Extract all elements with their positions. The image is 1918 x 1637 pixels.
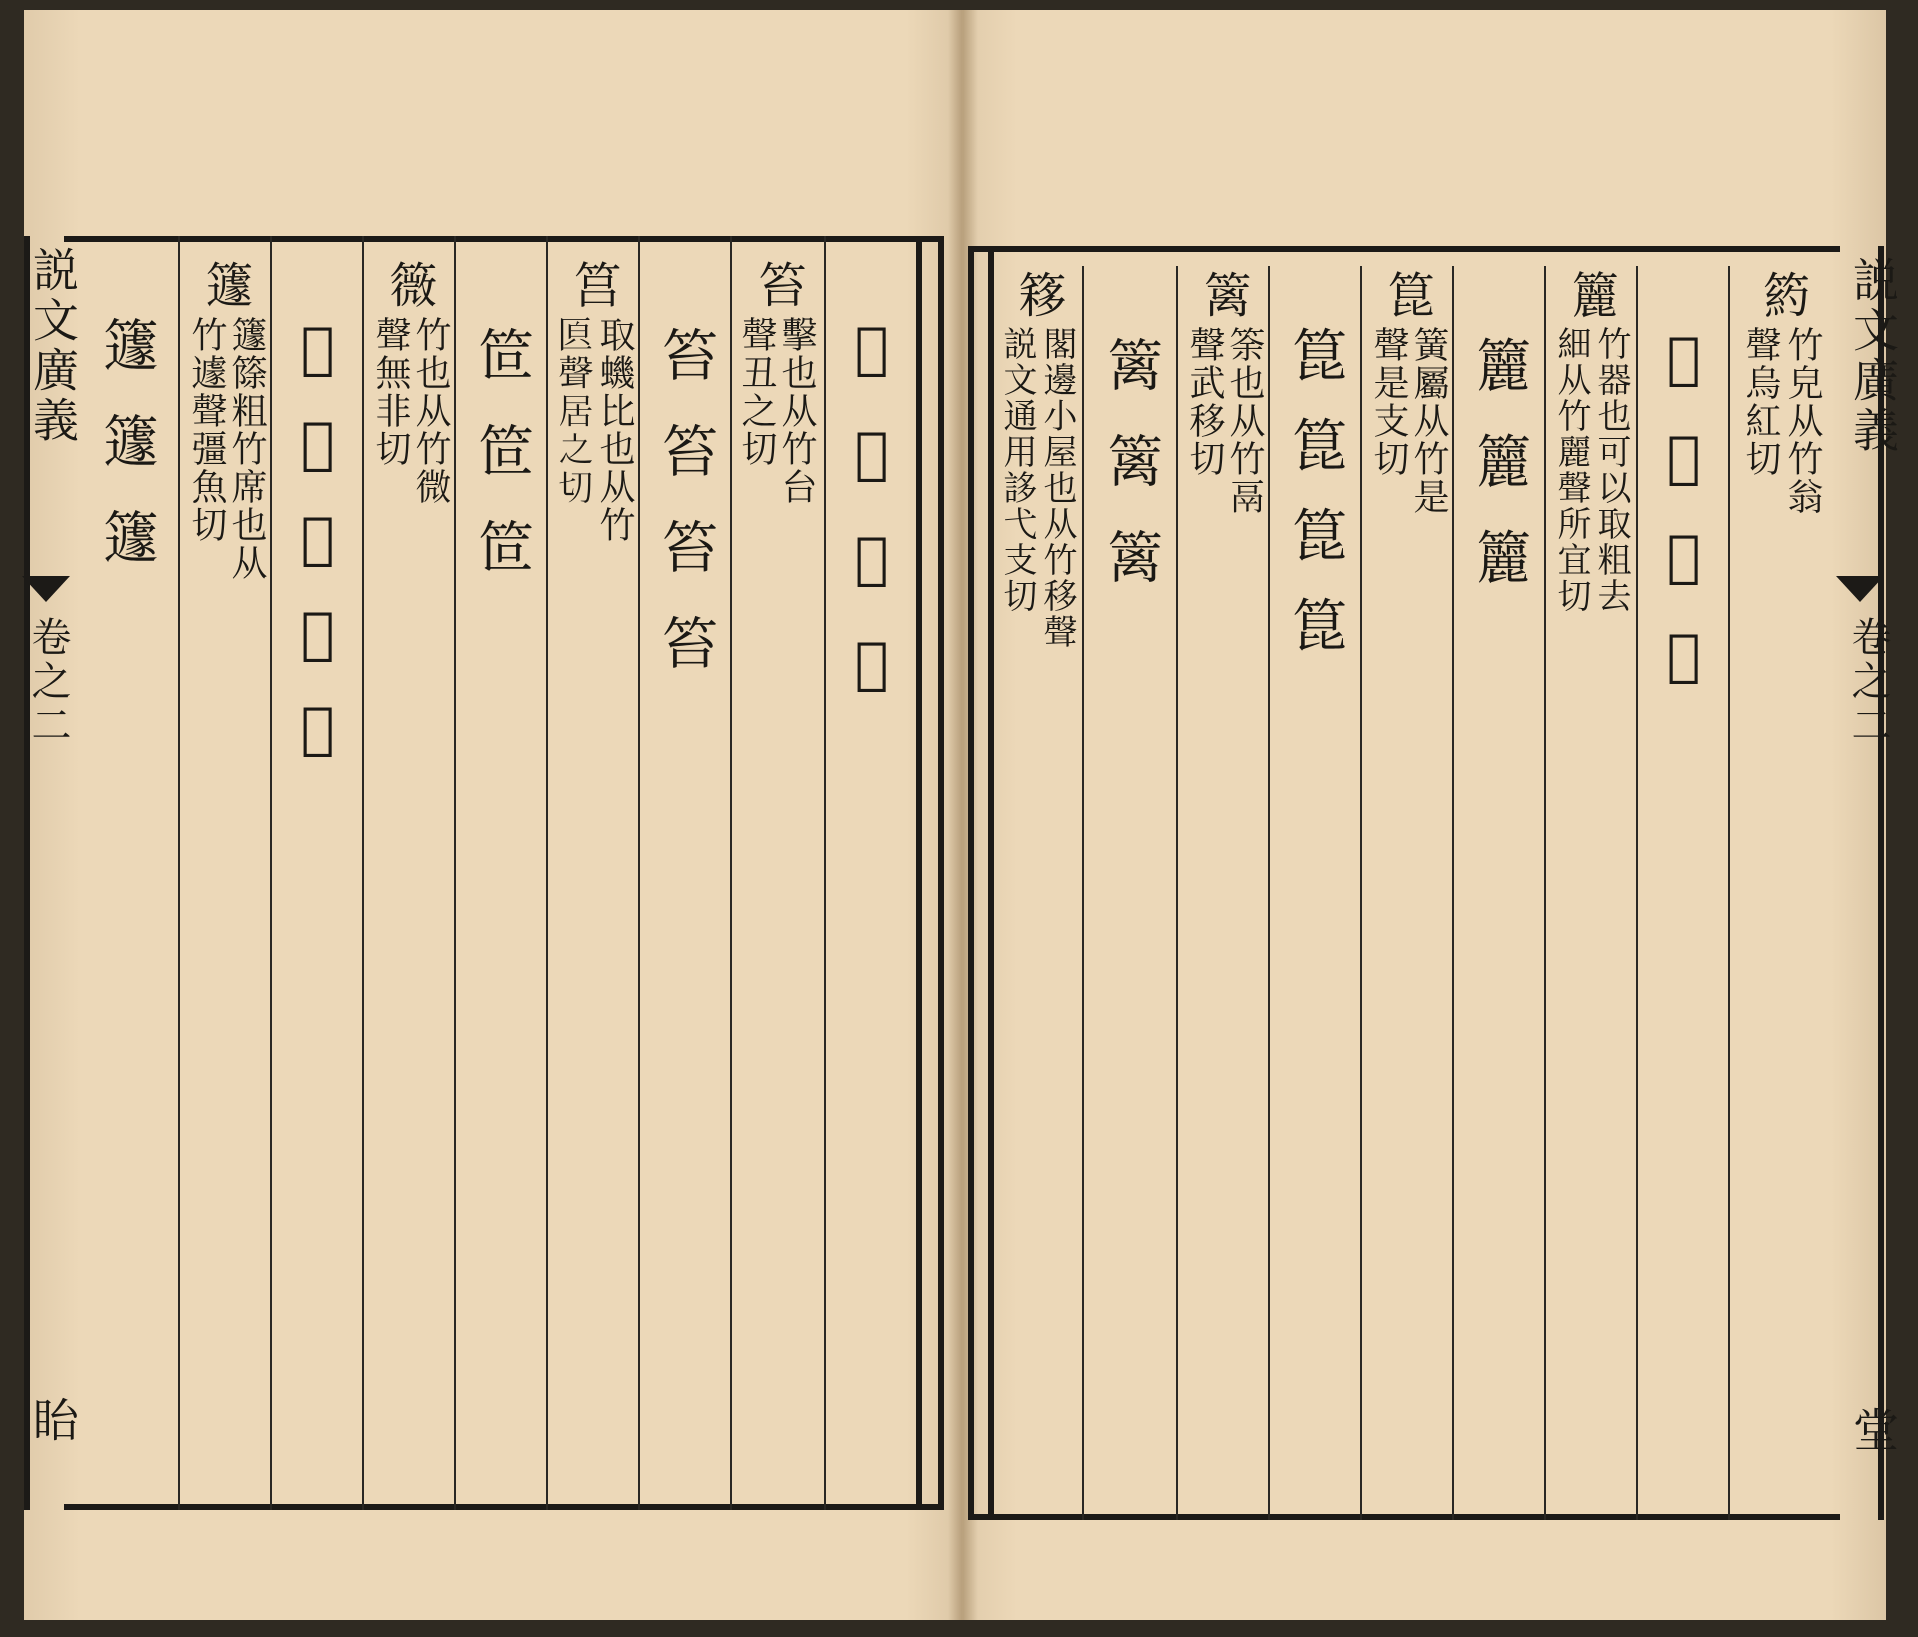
entry-head: 籭 (1563, 270, 1619, 320)
banxin-page: 堂 (1846, 1406, 1900, 1456)
entry-gloss: 𠥁聲居之切 (554, 316, 595, 506)
right-col-3 (1546, 246, 1636, 1520)
seal-variants: 𥳂𥳂𥳂𥳂 (1651, 326, 1716, 722)
banxin-page: 眙 (26, 1396, 80, 1446)
entry-gloss: 聲武移切 (1184, 326, 1225, 478)
right-frame (968, 246, 1840, 1520)
fishtail-mark (22, 576, 70, 602)
entry-head: 筥 (565, 260, 621, 310)
seal-variants: 笞笞笞笞 (653, 326, 718, 710)
right-col-1 (1730, 246, 1834, 1520)
entry-gloss: 籧篨粗竹席也从 (226, 316, 267, 582)
left-col-6 (364, 236, 454, 1510)
fishtail-mark (1836, 576, 1884, 602)
seal-variants: 箟箟箟箟 (1283, 326, 1348, 686)
entry-gloss: 竹器也可以取粗去 (1591, 326, 1631, 614)
right-col-2 (1638, 246, 1728, 1520)
entry-head: 篱 (1195, 270, 1251, 320)
entry-head: 笞 (750, 260, 806, 310)
right-col-8 (1084, 246, 1176, 1520)
banxin-title: 説文廣義 (26, 246, 80, 446)
entry-gloss: 細从竹麗聲所宜切 (1551, 326, 1591, 614)
entry-head: 簃 (1010, 270, 1066, 320)
right-col-9 (994, 246, 1082, 1520)
seal-variants: 籭籭籭 (1467, 336, 1532, 624)
entry-head: 箹 (1754, 270, 1810, 320)
left-col-2 (732, 236, 824, 1510)
entry-gloss: 竹皃从竹翁 (1782, 326, 1823, 516)
entry-head: 䉠 (381, 260, 437, 310)
entry-gloss: 聲丑之切 (736, 316, 777, 468)
seal-variants: 籧籧籧 (94, 316, 159, 604)
entry-gloss: 説文通用誃弋支切 (997, 326, 1037, 614)
entry-gloss: 聲烏紅切 (1740, 326, 1781, 478)
entry-gloss: 筡也从竹鬲 (1224, 326, 1265, 516)
left-col-8 (180, 236, 270, 1510)
banxin-volume: 卷之二 (25, 616, 71, 748)
entry-gloss: 簧屬从竹是 (1408, 326, 1449, 516)
left-col-3 (640, 236, 730, 1510)
entry-gloss: 聲無非切 (370, 316, 411, 468)
right-col-5 (1362, 246, 1452, 1520)
seal-variants: 笸笸笸 (469, 326, 534, 614)
right-col-4 (1454, 246, 1544, 1520)
seal-variants: 𥱧𥱧𥱧𥱧 (839, 316, 904, 736)
entry-gloss: 聲是支切 (1368, 326, 1409, 478)
entry-gloss: 閣邊小屋也从竹移聲 (1037, 326, 1077, 650)
entry-gloss: 擊也从竹台 (776, 316, 817, 506)
entry-gloss: 取蟣比也从竹 (594, 316, 635, 544)
seal-variants: 篱篱篱 (1098, 336, 1163, 624)
entry-head: 籧 (197, 260, 253, 310)
banxin-volume: 卷之二 (1845, 616, 1891, 748)
left-col-5 (456, 236, 546, 1510)
left-col-9 (74, 236, 178, 1510)
seal-variants: 𥵌𥵌𥵌𥵌𥵌 (285, 316, 350, 791)
left-col-4 (548, 236, 638, 1510)
right-col-7 (1178, 246, 1268, 1520)
left-banxin (24, 236, 80, 1510)
entry-gloss: 竹也从竹微 (410, 316, 451, 506)
right-banxin (1840, 246, 1900, 1520)
entry-head: 箟 (1379, 270, 1435, 320)
left-col-1 (826, 236, 916, 1510)
entry-gloss: 竹遽聲彊魚切 (186, 316, 227, 544)
right-col-6 (1270, 246, 1360, 1520)
banxin-title: 説文廣義 (1846, 256, 1900, 456)
left-frame (64, 236, 944, 1510)
left-col-7 (272, 236, 362, 1510)
